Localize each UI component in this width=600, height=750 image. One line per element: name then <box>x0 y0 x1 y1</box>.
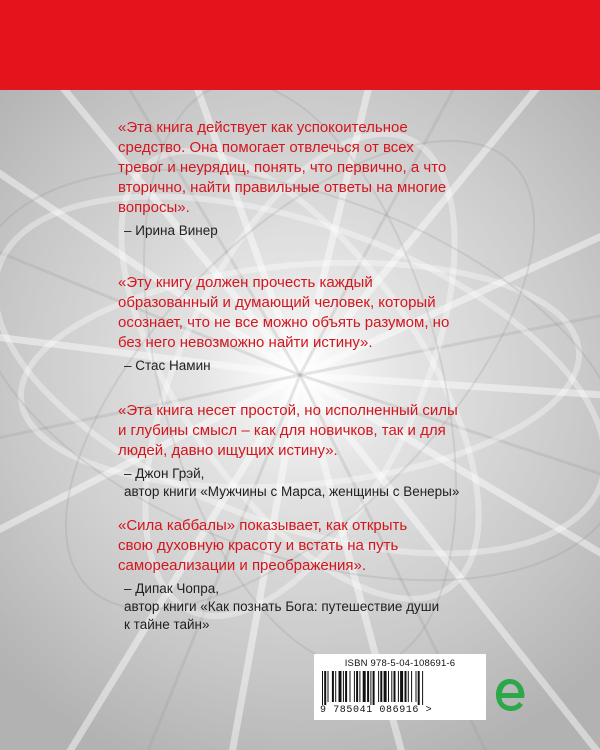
red-header-band <box>0 0 600 90</box>
quote-block <box>118 516 439 634</box>
barcode-box <box>314 654 486 720</box>
quote-author: – Ирина Винер <box>124 223 218 238</box>
quote-author: – Дипак Чопра, <box>124 581 220 596</box>
barcode-digits: 9 785041 086916 > <box>320 705 433 716</box>
quote-text: «Сила каббалы» показывает, как открыть свою духовную красоту и встать на путь самореализации и преображения». <box>118 517 408 574</box>
quote-text: «Эту книгу должен прочесть каждый образованный и думающий человек, который осознает, что не все можно объять разумом, но без него невозможно найти истину». <box>118 274 450 351</box>
publisher-e-logo-icon <box>494 677 526 713</box>
isbn-label: ISBN 978-5-04-108691-6 <box>344 658 456 669</box>
quote-text: «Эта книга действует как успокоительное средство. Она помогает отвлечься от всех тревог и неурядиц, понять, что первично, а что вторично, найти правильные ответы на многие вопросы». <box>118 119 447 216</box>
quote-text: «Эта книга несет простой, но исполненный силы и глубины смысл – как для новичков, так и для людей, давно ищущих истину». <box>118 402 458 459</box>
quote-author: – Джон Грэй, <box>124 466 205 481</box>
barcode-bars <box>322 671 478 705</box>
quote-block <box>118 401 459 501</box>
quote-author-note: автор книги «Как познать Бога: путешествие души к тайне тайн» <box>124 599 440 632</box>
quote-author: – Стас Намин <box>124 358 211 373</box>
quote-block <box>118 118 446 240</box>
quote-author-note: автор книги «Мужчины с Марса, женщины с Венеры» <box>124 484 460 499</box>
quote-block <box>118 273 449 375</box>
